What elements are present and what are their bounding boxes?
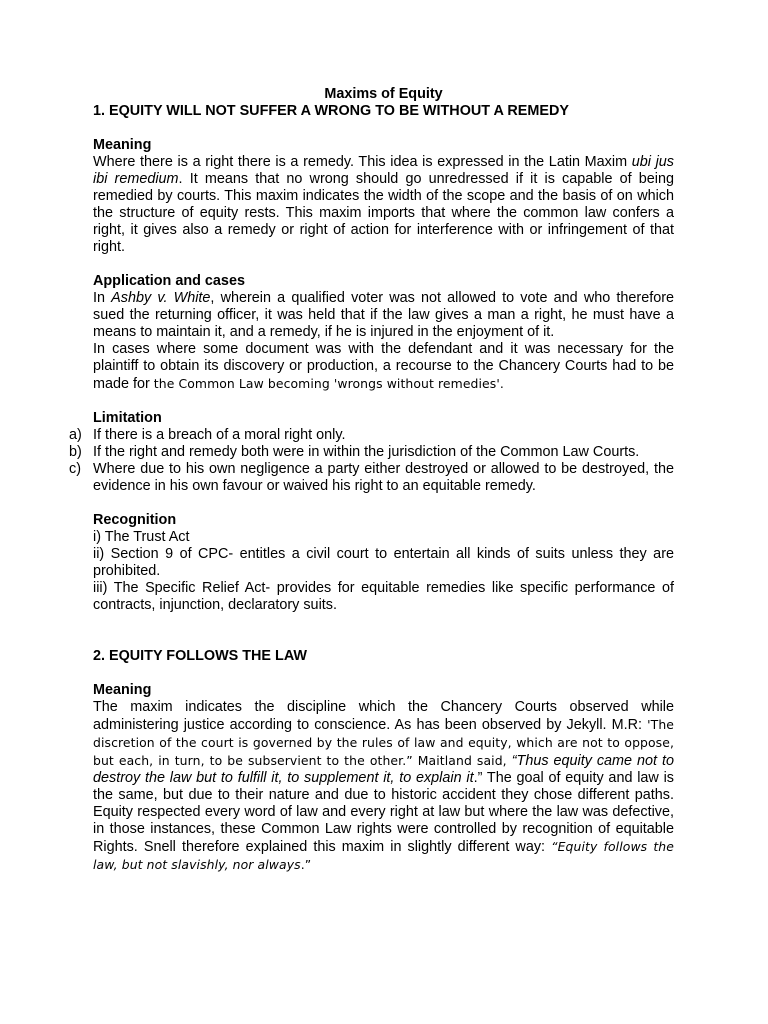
recognition-item: iii) The Specific Relief Act- provides for equitable remedies like specific performance of contracts, injunction, declaratory suits. bbox=[93, 580, 674, 613]
list-item: b) If the right and remedy both were in within the jurisdiction of the Common Law Courts. bbox=[69, 444, 640, 460]
application-paragraph-ashby: In Ashby v. White, wherein a qualified voter was not allowed to vote and who therefore sued the returning officer, it was held that if the law gives a man a right, he must have a means to maintain it, and a remedy, if he is injured in the enjoyment of it. bbox=[93, 290, 675, 340]
application-paragraph-discovery: In cases where some document was with the defendant and it was necessary for the plaintiff to obtain its discovery or production, a recourse to the Chancery Courts had to be made for the Common Law becoming 'wrongs without remedies'. bbox=[93, 341, 674, 392]
section-2-meaning-paragraph: The maxim indicates the discipline which the Chancery Courts observed while administering justice according to conscience. As has been observed by Jekyll. M.R: 'The discretion of the court is governed by the rules of law and equity, which are not to oppose, but each, in turn, to be subservient to the other.” Maitland said, “Thus equity came not to destroy the law but to fulfill it, to supplement it, to explain it.” The goal of equity and law is the same, but due to their nature and due to historic accident they chose different paths. Equity respected every word of law and every right at law but where the law was defective, in those instances, these Common Law rights were controlled by recognition of equitable Rights. Snell therefore explained this maxim in slightly different way: “Equity follows the law, but not slavishly, nor always.” bbox=[93, 699, 674, 872]
section-1-limitation-heading: Limitation bbox=[93, 410, 162, 426]
section-1-meaning-heading: Meaning bbox=[93, 137, 152, 153]
recognition-item: i) The Trust Act bbox=[93, 529, 190, 545]
document-title: Maxims of Equity bbox=[324, 86, 443, 102]
recognition-item: ii) Section 9 of CPC- entitles a civil court to entertain all kinds of suits unless they are prohibited. bbox=[93, 546, 674, 579]
list-item: a) If there is a breach of a moral right only. bbox=[69, 427, 346, 443]
section-1-heading: 1. EQUITY WILL NOT SUFFER A WRONG TO BE WITHOUT A REMEDY bbox=[93, 103, 569, 119]
section-1-application-heading: Application and cases bbox=[93, 273, 245, 289]
list-item: c) Where due to his own negligence a party either destroyed or allowed to be destroyed, the evidence in his own favour or waived his right to an equitable remedy. bbox=[69, 461, 674, 494]
section-2-heading: 2. EQUITY FOLLOWS THE LAW bbox=[93, 648, 307, 664]
limitation-list bbox=[69, 427, 674, 495]
document-body bbox=[69, 86, 675, 874]
section-1-recognition-heading: Recognition bbox=[93, 512, 177, 528]
section-1-meaning-paragraph: Where there is a right there is a remedy. This idea is expressed in the Latin Maxim ubi jus ibi remedium. It means that no wrong should go unredressed if it is capable of being remedied by courts. This maxim indicates the width of the scope and the basis of on which the structure of equity rests. This maxim imports that where the common law confers a right, it gives also a remedy or right of action for interference with or infringement of that right. bbox=[93, 154, 675, 255]
section-2-meaning-heading: Meaning bbox=[93, 682, 152, 698]
